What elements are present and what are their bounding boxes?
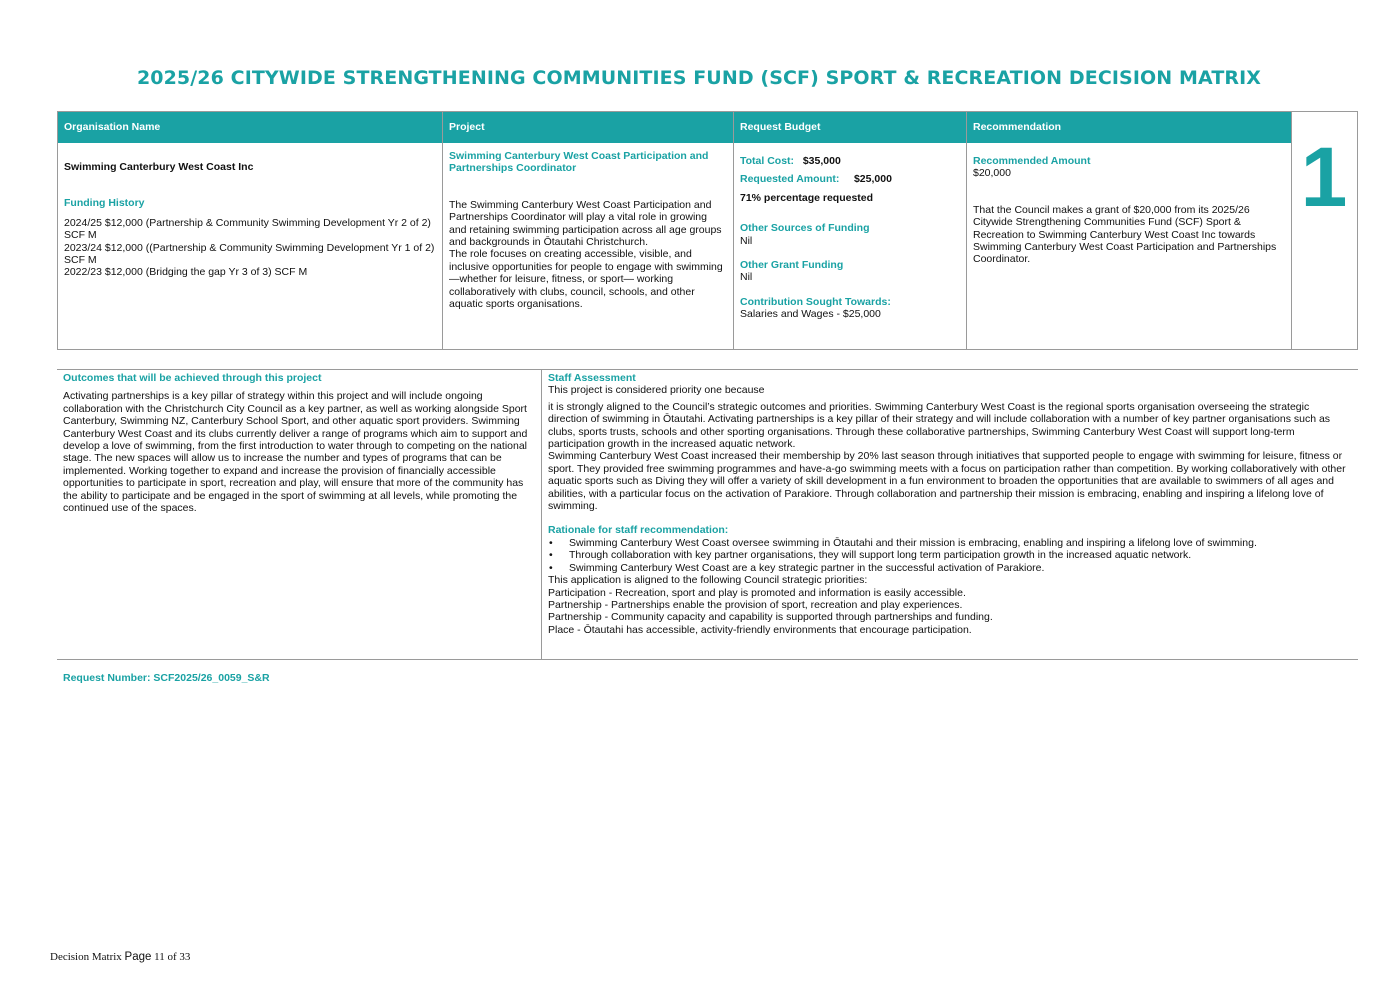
footer-page-word: Page (124, 951, 152, 963)
rationale-bullet: • Swimming Canterbury West Coast are a key strategic partner in the successful activation of Parakiore. (548, 562, 1350, 574)
other-sources-label: Other Sources of Funding (740, 222, 870, 235)
staff-paragraph: Swimming Canterbury West Coast increased their membership by 20% last season through initiatives that supported people to engage with swimming for leisure, fitness or sport. They provided free swimming programmes and have-a-go swimming meets with a focus on participation rather than competition. By working collaboratively with other aquatic sports such as Diving they will offer a variety of skill development in a fun environment to broaden the opportunities that are available to swimmers of all ages and abilities, with a particular focus on the activation of Parakiore. Through collaboration and partnership their mission is embracing, enabling and inspiring a lifelong love of swimming. (548, 450, 1346, 513)
staff-assessment-cell (548, 372, 1350, 636)
page-footer (50, 951, 190, 963)
staff-intro: This project is considered priority one because (548, 384, 765, 397)
request-number: Request Number: SCF2025/26_0059_S&R (63, 672, 270, 684)
recommended-amount-label: Recommended Amount (973, 155, 1091, 167)
header-budget: Request Budget (734, 112, 967, 143)
percentage-requested: 71% percentage requested (740, 191, 874, 204)
header-recommendation: Recommendation (967, 112, 1292, 143)
strategic-priority: Partnership - Partnerships enable the provision of sport, recreation and play experiences. (548, 598, 963, 611)
rationale-bullet: • Through collaboration with key partner organisations, they will support long term participation growth in the increased aquatic network. (548, 549, 1350, 561)
project-cell (443, 143, 733, 349)
project-title: Swimming Canterbury West Coast Participation and Partnerships Coordinator (449, 150, 709, 175)
project-description: The Swimming Canterbury West Coast Participation and Partnerships Coordinator will play a vital role in growing and retaining swimming participation across all age groups and backgrounds in Ōtautahi Christchurch. (449, 198, 722, 249)
recommendation-text: That the Council makes a grant of $20,000 from its 2025/26 Citywide Strengthening Communities Fund (SCF) Sport & Recreation to Swimming Canterbury West Coast Inc towards Swimming Canterbury West Coast Participation and Partnerships Coordinator. (973, 203, 1277, 266)
priority-number: 1 (1300, 130, 1348, 224)
staff-paragraph: it is strongly aligned to the Council’s strategic outcomes and priorities. Swimming Canterbury West Coast is the regional sports organisation overseeing the strategic direction of swimming in Ōtautahi. Activating partnerships is a key pillar of their strategy and will include collaboration with a number of key partner organisations such as clubs, sports trusts, schools and other sporting organisations. Through these collaborative partnerships, Swimming Canterbury West Coast will support long-term participation growth in the increased aquatic network. (548, 400, 1331, 451)
column-divider (1291, 112, 1292, 349)
organisation-name: Swimming Canterbury West Coast Inc (64, 161, 254, 173)
assessment-table (57, 369, 1358, 660)
header-project: Project (443, 112, 734, 143)
aligned-intro: This application is aligned to the following Council strategic priorities: (548, 574, 868, 587)
contribution-sought-value: Salaries and Wages - $25,000 (740, 308, 881, 321)
rationale-label: Rationale for staff recommendation: (548, 524, 729, 537)
contribution-sought-label: Contribution Sought Towards: (740, 295, 891, 308)
other-grant-label: Other Grant Funding (740, 259, 844, 272)
requested-label: Requested Amount: (740, 173, 840, 186)
outcomes-cell (63, 372, 533, 514)
strategic-priority: Place - Ōtautahi has accessible, activity-friendly environments that encourage participation. (548, 623, 972, 636)
budget-cell (734, 143, 966, 349)
column-divider (541, 370, 542, 659)
history-item: 2024/25 $12,000 (Partnership & Community Swimming Development Yr 2 of 2) SCF M (64, 216, 431, 242)
project-description: The role focuses on creating accessible, visible, and inclusive opportunities for people to engage with swimming—whether for leisure, fitness, or sport— working collaboratively with clubs, council, schools, and other aquatic sports organisations. (449, 248, 723, 311)
strategic-priority: Partnership - Community capacity and capability is supported through partnerships and funding. (548, 611, 993, 624)
other-grant-value: Nil (740, 271, 753, 284)
page-title: 2025/26 CITYWIDE STRENGTHENING COMMUNITIES FUND (SCF) SPORT & RECREATION DECISION MATRIX (136, 67, 1262, 89)
recommended-amount-value: $20,000 (973, 167, 1011, 180)
header-organisation: Organisation Name (58, 112, 443, 143)
rationale-bullet: • Swimming Canterbury West Coast oversee swimming in Ōtautahi and their mission is embracing, enabling and inspiring a lifelong love of swimming. (548, 537, 1350, 549)
footer-page-number: 11 of 33 (154, 951, 191, 963)
history-item: 2022/23 $12,000 (Bridging the gap Yr 3 of 3) SCF M (64, 266, 308, 279)
outcomes-label: Outcomes that will be achieved through this project (63, 372, 322, 384)
rationale-list (548, 537, 1350, 574)
staff-assessment-label: Staff Assessment (548, 372, 636, 384)
strategic-priority: Participation - Recreation, sport and play is promoted and information is easily accessible. (548, 586, 966, 599)
outcomes-text: Activating partnerships is a key pillar of strategy within this project and will include ongoing collaboration with the Christchurch City Council as a key partner, as well as working alongside Sport Canterbury, Swimming NZ, Canterbury School Sport, and other aquatic sport providers. Swimming Canterbury West Coast and its clubs currently deliver a range of programs which aim to support and develop a love of swimming, from the first introduction to water through to competing on the national stage. The new spaces will allow us to increase the number and types of programs that can be implemented. Working together to expand and increase the provision of financially accessible opportunities to participate in sport, recreation and play, will ensure that more of the community has the ability to participate and be engaged in the sport of swimming at all levels, while promoting the continued use of the spaces. (63, 390, 528, 515)
organisation-cell (58, 143, 442, 349)
total-cost-label: Total Cost: (740, 155, 795, 167)
total-cost-value: $35,000 (802, 155, 841, 167)
footer-doc-name: Decision Matrix (50, 951, 122, 963)
other-sources-value: Nil (740, 234, 753, 247)
requested-value: $25,000 (853, 173, 892, 186)
history-item: 2023/24 $12,000 ((Partnership & Community Swimming Development Yr 1 of 2) SCF M (64, 241, 435, 267)
recommendation-cell (967, 143, 1291, 349)
funding-history-label: Funding History (64, 197, 145, 210)
decision-table (57, 111, 1358, 350)
